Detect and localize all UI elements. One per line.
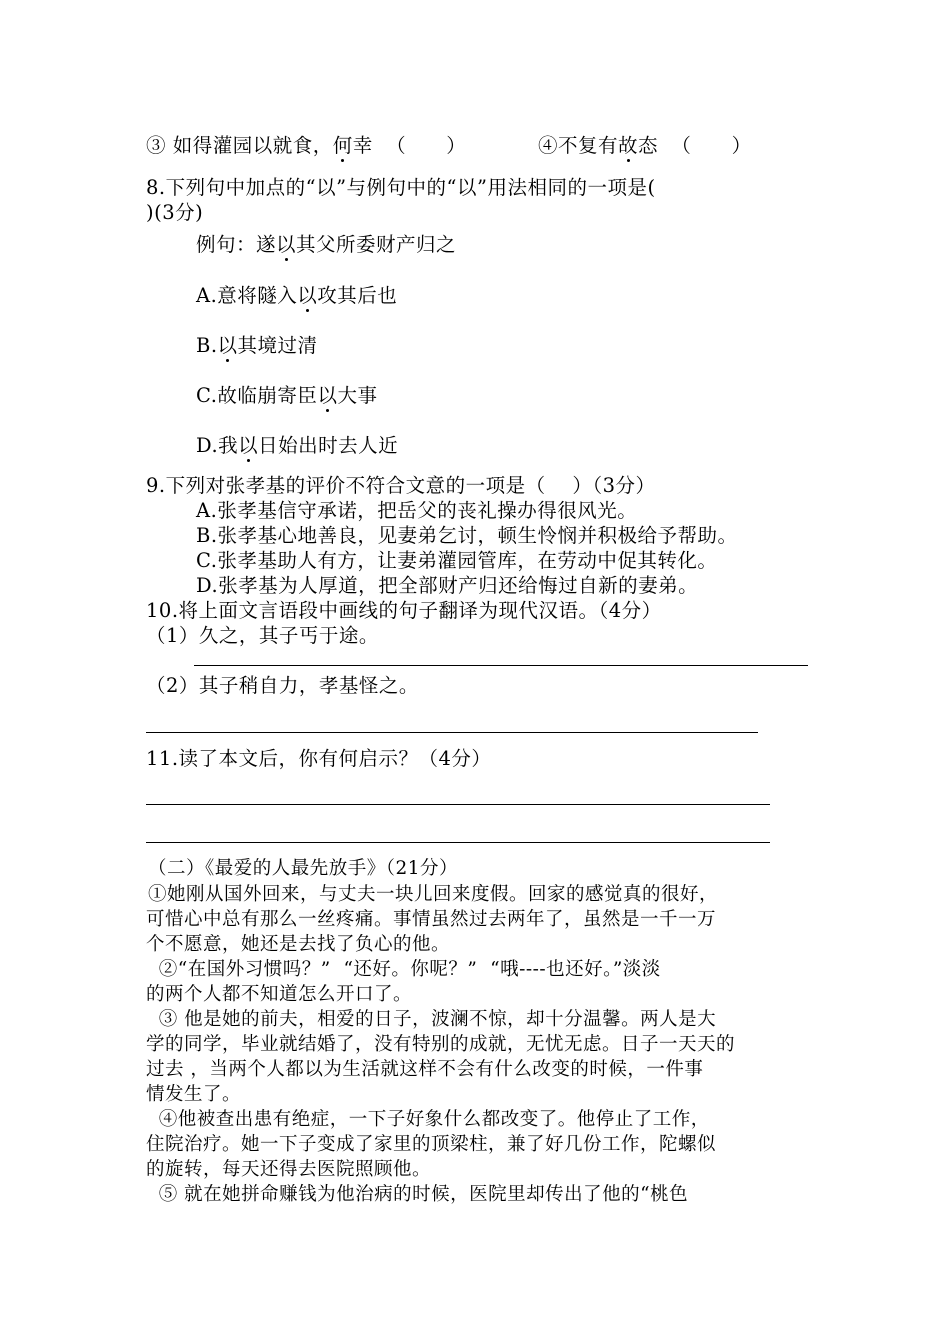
passage-line: 过去 ，当两个人都以为生活就这样不会有什么改变的时候，一件事 [146, 1059, 704, 1080]
passage-line: 住院治疗。她一下子变成了家里的顶梁柱，兼了好几份工作，陀螺似 [146, 1134, 717, 1155]
q8-stem-line2: )(3分) [146, 201, 204, 224]
answer-line[interactable] [146, 804, 770, 805]
q9-option-d: D.张孝基为人厚道，把全部财产归还给悔过自新的妻弟。 [196, 574, 699, 597]
emphasized-char: 以 [238, 434, 259, 457]
emphasized-char: 以 [317, 384, 338, 407]
emphasized-char: 故 [618, 134, 639, 157]
passage-line: 的两个人都不知道怎么开口了。 [146, 984, 413, 1005]
passage-line: 的旋转，每天还得去医院照顾他。 [146, 1159, 432, 1180]
q8-example: 例句：遂以其父所委财产归之 [196, 233, 457, 256]
passage-line: 个不愿意，她还是去找了负心的他。 [146, 934, 451, 955]
emphasized-char: 何 [332, 134, 353, 157]
q9-option-b: B.张孝基心地善良，见妻弟乞讨，顿生怜悯并积极给予帮助。 [196, 524, 738, 547]
passage-line: ⑤ 就在她拼命赚钱为他治病的时候，医院里却传出了他的“桃色 [146, 1184, 689, 1205]
q10-sub2: （2）其子稍自力，孝基怪之。 [146, 674, 419, 697]
passage-line: 情发生了。 [146, 1084, 242, 1105]
passage-line: ③ 他是她的前夫，相爱的日子，波澜不惊，却十分温馨。两人是大 [146, 1009, 717, 1030]
q8-option-d: D.我以日始出时去人近 [196, 434, 399, 457]
passage-line: ②“在国外习惯吗？” “还好。你呢？” “哦----也还好。”淡淡 [146, 959, 661, 980]
emphasized-char: 以 [276, 233, 297, 256]
q9-option-c: C.张孝基助人有方，让妻弟灌园管库，在劳动中促其转化。 [196, 549, 718, 572]
answer-line[interactable] [194, 665, 808, 666]
q10-sub1: （1）久之，其子丐于途。 [146, 624, 379, 647]
answer-line[interactable] [146, 732, 758, 733]
q8-option-c: C.故临崩寄臣以大事 [196, 384, 378, 407]
passage-line: 学的同学，毕业就结婚了，没有特别的成就，无忧无虑。日子一天天的 [146, 1034, 736, 1055]
passage-line: ④他被查出患有绝症，一下子好象什么都改变了。他停止了工作， [146, 1109, 710, 1130]
emphasized-char: 以 [297, 284, 318, 307]
q10-stem: 10.将上面文言语段中画线的句子翻译为现代汉语。（4分） [146, 599, 662, 622]
part2-heading: （二）《最爱的人最先放手》（21分） [148, 858, 459, 879]
q9-stem: 9.下列对张孝基的评价不符合文意的一项是（ ）（3分） [146, 474, 656, 497]
q8-option-a: A.意将隧入以攻其后也 [196, 284, 398, 307]
passage-line: 可惜心中总有那么一丝疼痛。事情虽然过去两年了，虽然是一千一万 [146, 909, 717, 930]
q7-item-3: ③ 如得灌园以就食，何幸 （ ） [146, 134, 467, 157]
q9-option-a: A.张孝基信守承诺，把岳父的丧礼操办得很风光。 [196, 499, 638, 522]
passage-line: ①她刚从国外回来，与丈夫一块儿回来度假。回家的感觉真的很好， [148, 884, 719, 905]
emphasized-char: 以 [217, 334, 238, 357]
q11-stem: 11.读了本文后，你有何启示？（4分） [146, 747, 492, 770]
q8-option-b: B.以其境过清 [196, 334, 318, 357]
q8-stem-line1: 8.下列句中加点的“以”与例句中的“以”用法相同的一项是( [146, 176, 656, 199]
answer-line[interactable] [146, 842, 770, 843]
q7-item-4: ④不复有故态 （ ） [538, 134, 752, 157]
